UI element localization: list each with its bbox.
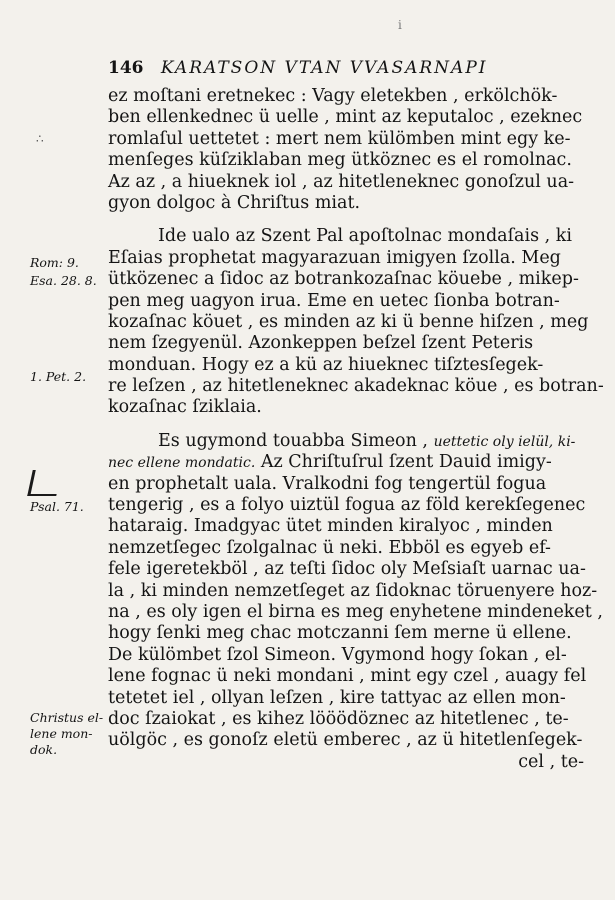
- italic-segment: uettetic oly ielül, ki-: [433, 433, 576, 450]
- text-line: romlaſul uettetet : mert nem külömben mint egy ke-: [108, 128, 571, 149]
- margin-note-christus-1: Christus el-: [30, 710, 104, 725]
- margin-note-christus-2: lene mon-: [30, 726, 93, 741]
- page-top-mark: i: [398, 18, 402, 32]
- text-line: hogy ſenki meg chac motczanni ſem merne ü ellene.: [108, 623, 572, 644]
- text-line: nemzetſegec ſzolgalnac ü neki. Ebböl es egyeb ef-: [108, 537, 551, 558]
- text-line: uölgöc , es gonoſz eletü emberec , az ü hitetlenſegek-: [108, 730, 583, 751]
- text-line: tengerig , es a folyo uiztül fogua az föld kerekſegenec: [108, 495, 586, 516]
- margin-note-christus-3: dok.: [30, 742, 58, 757]
- text-line: [108, 431, 584, 452]
- text-line: ben ellenkednec ü uelle , mint az keputaloc , ezeknec: [108, 107, 583, 128]
- running-header: [108, 58, 578, 84]
- text-line: hataraig. Imadgyac ütet minden kiralyoc , minden: [108, 516, 553, 537]
- text-segment: Es ugymond touabba Simeon ,: [158, 430, 428, 451]
- text-segment: Az Chriſtuſrul ſzent Dauid imigy-: [260, 452, 552, 473]
- main-text: [108, 86, 604, 773]
- text-line: la , ki minden nemzetſeget az ſidoknac töruenyere hoz-: [108, 580, 598, 601]
- margin-note-psal: Psal. 71.: [30, 499, 84, 514]
- text-line: tetetet iel , ollyan leſzen , kire tattyac az ellen mon-: [108, 687, 566, 708]
- text-line: kozaſnac köuet , es minden az ki ü benne hiſzen , meg: [108, 311, 589, 332]
- paragraph-gap: [108, 419, 584, 431]
- text-line: Az az , a hiueknek iol , az hitetleneknec gonoſzul ua-: [108, 171, 575, 192]
- text-line: De külömbet ſzol Simeon. Vgymond hogy ſokan , el-: [108, 644, 567, 665]
- italic-segment: nec ellene mondatic.: [108, 455, 256, 472]
- text-line: menſeges küſziklaban meg ütköznec es el romolnac.: [108, 150, 572, 171]
- text-line: pen meg uagyon irua. Eme en uetec ſionba botran-: [108, 290, 560, 311]
- text-line: Eſaias prophetat magyarazuan imigyen ſzolla. Meg: [108, 247, 561, 268]
- text-line: re leſzen , az hitetleneknec akadeknac köue , es botran-: [108, 376, 604, 397]
- text-line: monduan. Hogy ez a kü az hiueknec tiſztesſegek-: [108, 354, 544, 375]
- text-line: fele igeretekböl , az teſti ſidoc oly Meſsiaſt uarnac ua-: [108, 559, 586, 580]
- text-line: [108, 452, 584, 473]
- text-line: na , es oly igen el birna es meg enyhetene mindeneket ,: [108, 601, 603, 622]
- text-line: Ide ualo az Szent Pal apoſtolnac mondaſais , ki: [158, 226, 572, 247]
- text-line: nem ſzegyenül. Azonkeppen beſzel ſzent Peteris: [108, 333, 534, 354]
- text-line: lene fognac ü neki mondani , mint egy czel , auagy fel: [108, 666, 587, 687]
- margin-note-pet: 1. Pet. 2.: [30, 369, 87, 384]
- text-line: cel , te-: [518, 751, 584, 772]
- text-line: ez moſtani eretnekec : Vagy eletekben , erkölchök-: [108, 86, 558, 106]
- text-line: ütközenec a ſidoc az botrankozaſnac köuebe , mikep-: [108, 269, 579, 290]
- margin-note-esa: Esa. 28. 8.: [30, 273, 97, 288]
- running-title: KARATSON VTAN VVASARNAPI: [160, 58, 488, 78]
- margin-bracket-mark: [27, 470, 62, 496]
- margin-dots-symbol: ∴: [36, 132, 46, 146]
- text-line: kozaſnac ſziklaia.: [108, 397, 262, 418]
- text-line: doc ſzaiokat , es kihez lööödöznec az hitetlenec , te-: [108, 708, 569, 729]
- paragraph-gap: [108, 214, 584, 226]
- text-line: en prophetalt uala. Vralkodni fog tengertül fogua: [108, 473, 547, 494]
- margin-note-rom: Rom: 9.: [30, 255, 79, 270]
- page-number: 146: [108, 58, 144, 78]
- text-line: gyon dolgoc à Chriſtus miat.: [108, 192, 361, 213]
